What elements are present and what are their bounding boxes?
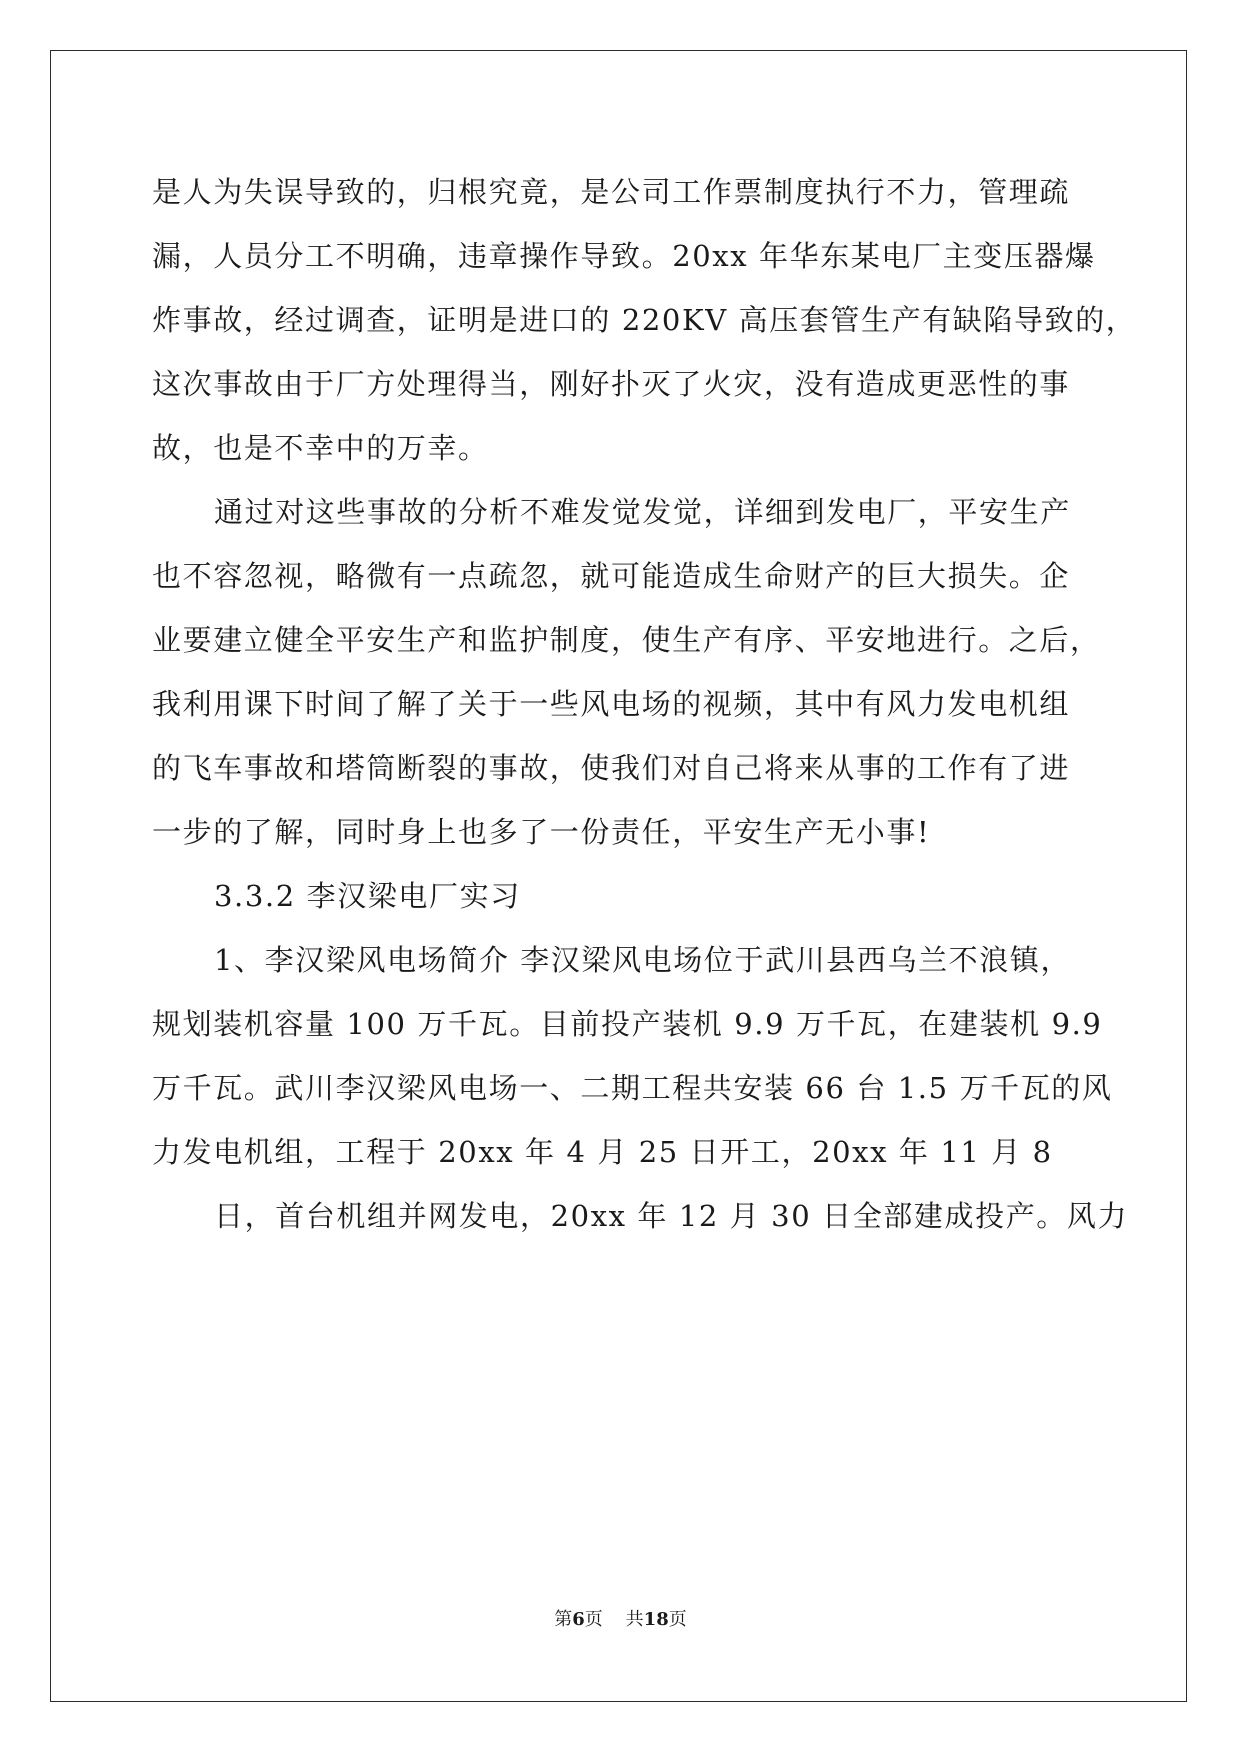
text-line: 一步的了解，同时身上也多了一份责任，平安生产无小事! — [152, 815, 931, 849]
paragraph-start-line: 日，首台机组并网发电，20xx 年 12 月 30 日全部建成投产。风力 — [214, 1199, 1129, 1233]
text-line: 也不容忽视，略微有一点疏忽，就可能造成生命财产的巨大损失。企 — [152, 559, 1071, 593]
text-line: 的飞车事故和塔筒断裂的事故，使我们对自己将来从事的工作有了进 — [152, 751, 1071, 785]
text-line: 我利用课下时间了解了关于一些风电场的视频，其中有风力发电机组 — [152, 687, 1071, 721]
text-line: 故，也是不幸中的万幸。 — [152, 431, 489, 465]
page-footer — [0, 1608, 1241, 1632]
paragraph-start-line: 1、李汉梁风电场简介 李汉梁风电场位于武川县西乌兰不浪镇， — [214, 943, 1072, 977]
page-suffix: 页 — [584, 1609, 603, 1630]
text-line: 漏，人员分工不明确，违章操作导致。20xx 年华东某电厂主变压器爆 — [152, 239, 1096, 273]
total-suffix: 页 — [668, 1609, 687, 1630]
text-line: 业要建立健全平安生产和监护制度，使生产有序、平安地进行。之后， — [152, 623, 1101, 657]
text-line: 规划装机容量 100 万千瓦。目前投产装机 9.9 万千瓦，在建装机 9.9 — [152, 1007, 1103, 1041]
text-line: 万千瓦。武川李汉梁风电场一、二期工程共安装 66 台 1.5 万千瓦的风 — [152, 1071, 1113, 1105]
page-number: 6 — [572, 1609, 585, 1630]
text-line: 是人为失误导致的，归根究竟，是公司工作票制度执行不力，管理疏 — [152, 175, 1071, 209]
text-line: 这次事故由于厂方处理得当，刚好扑灭了火灾，没有造成更恶性的事 — [152, 367, 1071, 401]
paragraph-start-line: 通过对这些事故的分析不难发觉发觉，详细到发电厂，平安生产 — [214, 495, 1071, 529]
page-prefix: 第 — [554, 1609, 573, 1630]
text-line: 力发电机组，工程于 20xx 年 4 月 25 日开工，20xx 年 11 月 8 — [152, 1135, 1053, 1169]
text-line: 炸事故，经过调查，证明是进口的 220KV 高压套管生产有缺陷导致的， — [152, 303, 1137, 337]
document-body — [152, 160, 1137, 1248]
total-prefix: 共 — [625, 1609, 644, 1630]
section-heading: 3.3.2 李汉梁电厂实习 — [214, 879, 521, 913]
total-pages: 18 — [643, 1609, 669, 1630]
